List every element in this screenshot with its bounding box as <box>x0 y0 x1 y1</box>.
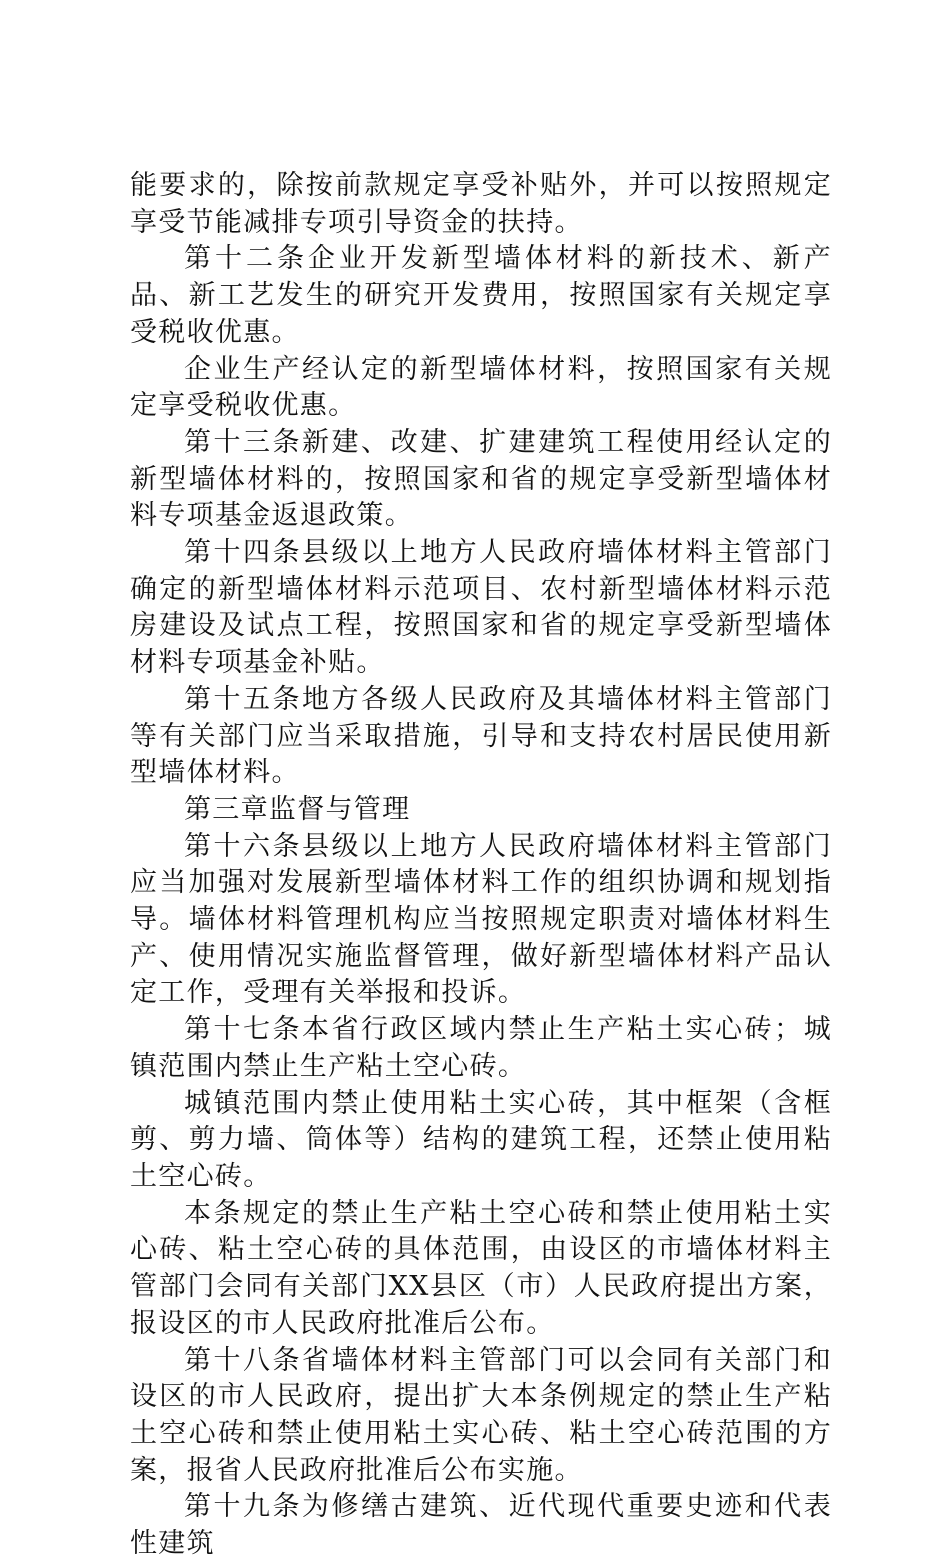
paragraph-article-18: 第十八条省墙体材料主管部门可以会同有关部门和设区的市人民政府，提出扩大本条例规定的禁止生产粘土空心砖和禁止使用粘土实心砖、粘土空心砖范围的方案，报省人民政府批准后公布实施。 <box>130 1344 832 1486</box>
paragraph-article-16: 第十六条县级以上地方人民政府墙体材料主管部门应当加强对发展新型墙体材料工作的组织协调和规划指导。墙体材料管理机构应当按照规定职责对墙体材料生产、使用情况实施监督管理，做好新型墙体材料产品认定工作，受理有关举报和投诉。 <box>130 830 832 1009</box>
paragraph-article-15: 第十五条地方各级人民政府及其墙体材料主管部门等有关部门应当采取措施，引导和支持农村居民使用新型墙体材料。 <box>130 683 832 789</box>
paragraph-article-12-clause-2: 企业生产经认定的新型墙体材料，按照国家有关规定享受税收优惠。 <box>130 353 832 422</box>
document-body <box>130 168 832 1563</box>
paragraph-article-12: 第十二条企业开发新型墙体材料的新技术、新产品、新工艺发生的研究开发费用，按照国家有关规定享受税收优惠。 <box>130 243 832 348</box>
paragraph-article-13: 第十三条新建、改建、扩建建筑工程使用经认定的新型墙体材料的，按照国家和省的规定享受新型墙体材料专项基金返退政策。 <box>130 426 832 532</box>
paragraph-article-17-clause-3: 本条规定的禁止生产粘土空心砖和禁止使用粘土实心砖、粘土空心砖的具体范围，由设区的市墙体材料主管部门会同有关部门XX县区（市）人民政府提出方案，报设区的市人民政府批准后公布。 <box>130 1197 832 1339</box>
paragraph-article-17: 第十七条本省行政区域内禁止生产粘土实心砖；城镇范围内禁止生产粘土空心砖。 <box>130 1014 832 1082</box>
paragraph-continuation: 能要求的，除按前款规定享受补贴外，并可以按照规定享受节能减排专项引导资金的扶持。 <box>130 170 832 238</box>
paragraph-article-17-clause-2: 城镇范围内禁止使用粘土实心砖，其中框架（含框剪、剪力墙、筒体等）结构的建筑工程，还禁止使用粘土空心砖。 <box>130 1087 832 1192</box>
paragraph-article-19: 第十九条为修缮古建筑、近代现代重要史迹和代表性建筑 <box>130 1491 832 1560</box>
chapter-heading: 第三章监督与管理 <box>184 793 411 825</box>
paragraph-article-14: 第十四条县级以上地方人民政府墙体材料主管部门确定的新型墙体材料示范项目、农村新型墙体材料示范房建设及试点工程，按照国家和省的规定享受新型墙体材料专项基金补贴。 <box>130 537 832 679</box>
